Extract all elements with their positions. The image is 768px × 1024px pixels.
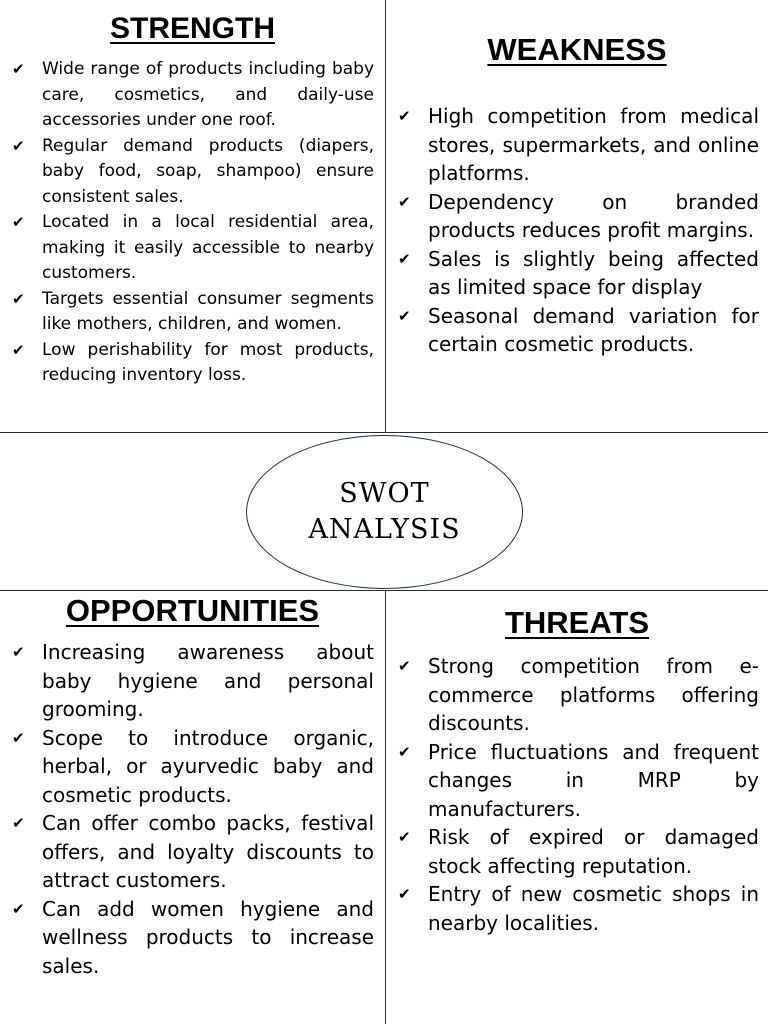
list-item: ✔ Entry of new cosmetic shops in nearby localities. bbox=[398, 882, 759, 935]
threats-quadrant bbox=[385, 590, 768, 1024]
check-mark-icon: ✔ bbox=[398, 107, 411, 125]
weakness-list bbox=[398, 102, 759, 359]
list-item: ✔ Wide range of products including baby care, cosmetics, and daily-use accessories under one roof. bbox=[12, 59, 374, 130]
check-mark-icon: ✔ bbox=[398, 885, 411, 903]
threats-heading: THREATS bbox=[504, 605, 650, 640]
list-item: ✔ Seasonal demand variation for certain cosmetic products. bbox=[398, 303, 759, 356]
check-mark-icon: ✔ bbox=[12, 814, 25, 832]
check-mark-icon: ✔ bbox=[12, 213, 25, 231]
check-mark-icon: ✔ bbox=[398, 192, 411, 211]
list-item: ✔ Targets essential consumer segments like mothers, children, and women. bbox=[12, 288, 374, 334]
list-item: ✔ Low perishability for most products, reducing inventory loss. bbox=[12, 339, 374, 385]
swot-title-line2: ANALYSIS bbox=[308, 514, 461, 545]
list-item: ✔ Regular demand products (diapers, baby food, soap, shampoo) ensure consistent sales. bbox=[12, 135, 374, 207]
opportunities-list bbox=[12, 638, 374, 980]
strength-quadrant bbox=[0, 0, 386, 433]
list-item: ✔ Scope to introduce organic, herbal, or ayurvedic baby and cosmetic products. bbox=[12, 725, 374, 807]
check-mark-icon: ✔ bbox=[12, 136, 25, 155]
check-mark-icon: ✔ bbox=[398, 306, 411, 325]
opportunities-heading: OPPORTUNITIES bbox=[65, 593, 320, 628]
list-item: ✔ Can add women hygiene and wellness products to increase sales. bbox=[12, 896, 374, 978]
check-mark-icon: ✔ bbox=[12, 899, 25, 918]
list-item: ✔ Strong competition from e-commerce platforms offering discounts. bbox=[398, 654, 759, 735]
check-mark-icon: ✔ bbox=[12, 728, 25, 747]
check-mark-icon: ✔ bbox=[12, 340, 25, 359]
strength-heading: STRENGTH bbox=[110, 12, 275, 45]
opportunities-quadrant bbox=[0, 590, 386, 1024]
check-mark-icon: ✔ bbox=[398, 657, 411, 675]
list-item: ✔ Dependency on branded products reduces profit margins. bbox=[398, 189, 759, 242]
check-mark-icon: ✔ bbox=[12, 289, 25, 308]
weakness-quadrant bbox=[385, 0, 768, 433]
list-item: ✔ Located in a local residential area, making it easily accessible to nearby customers. bbox=[12, 212, 374, 283]
swot-analysis-ellipse bbox=[246, 435, 523, 589]
check-mark-icon: ✔ bbox=[398, 828, 411, 846]
list-item: ✔ Can offer combo packs, festival offers, and loyalty discounts to attract customers. bbox=[12, 811, 374, 892]
check-mark-icon: ✔ bbox=[12, 60, 25, 78]
swot-title-line1: SWOT bbox=[339, 478, 430, 509]
check-mark-icon: ✔ bbox=[398, 249, 411, 268]
list-item: ✔ Increasing awareness about baby hygiene and personal grooming. bbox=[12, 640, 374, 721]
weakness-heading: WEAKNESS bbox=[487, 32, 667, 67]
threats-list bbox=[398, 652, 759, 937]
check-mark-icon: ✔ bbox=[398, 742, 411, 761]
list-item: ✔ Risk of expired or damaged stock affecting reputation. bbox=[398, 825, 759, 878]
strength-list bbox=[12, 57, 374, 389]
check-mark-icon: ✔ bbox=[12, 643, 25, 661]
list-item: ✔ Price fluctuations and frequent changes in MRP by manufacturers. bbox=[398, 739, 759, 821]
list-item: ✔ Sales is slightly being affected as limited space for display bbox=[398, 246, 759, 299]
list-item: ✔ High competition from medical stores, supermarkets, and online platforms. bbox=[398, 104, 759, 185]
